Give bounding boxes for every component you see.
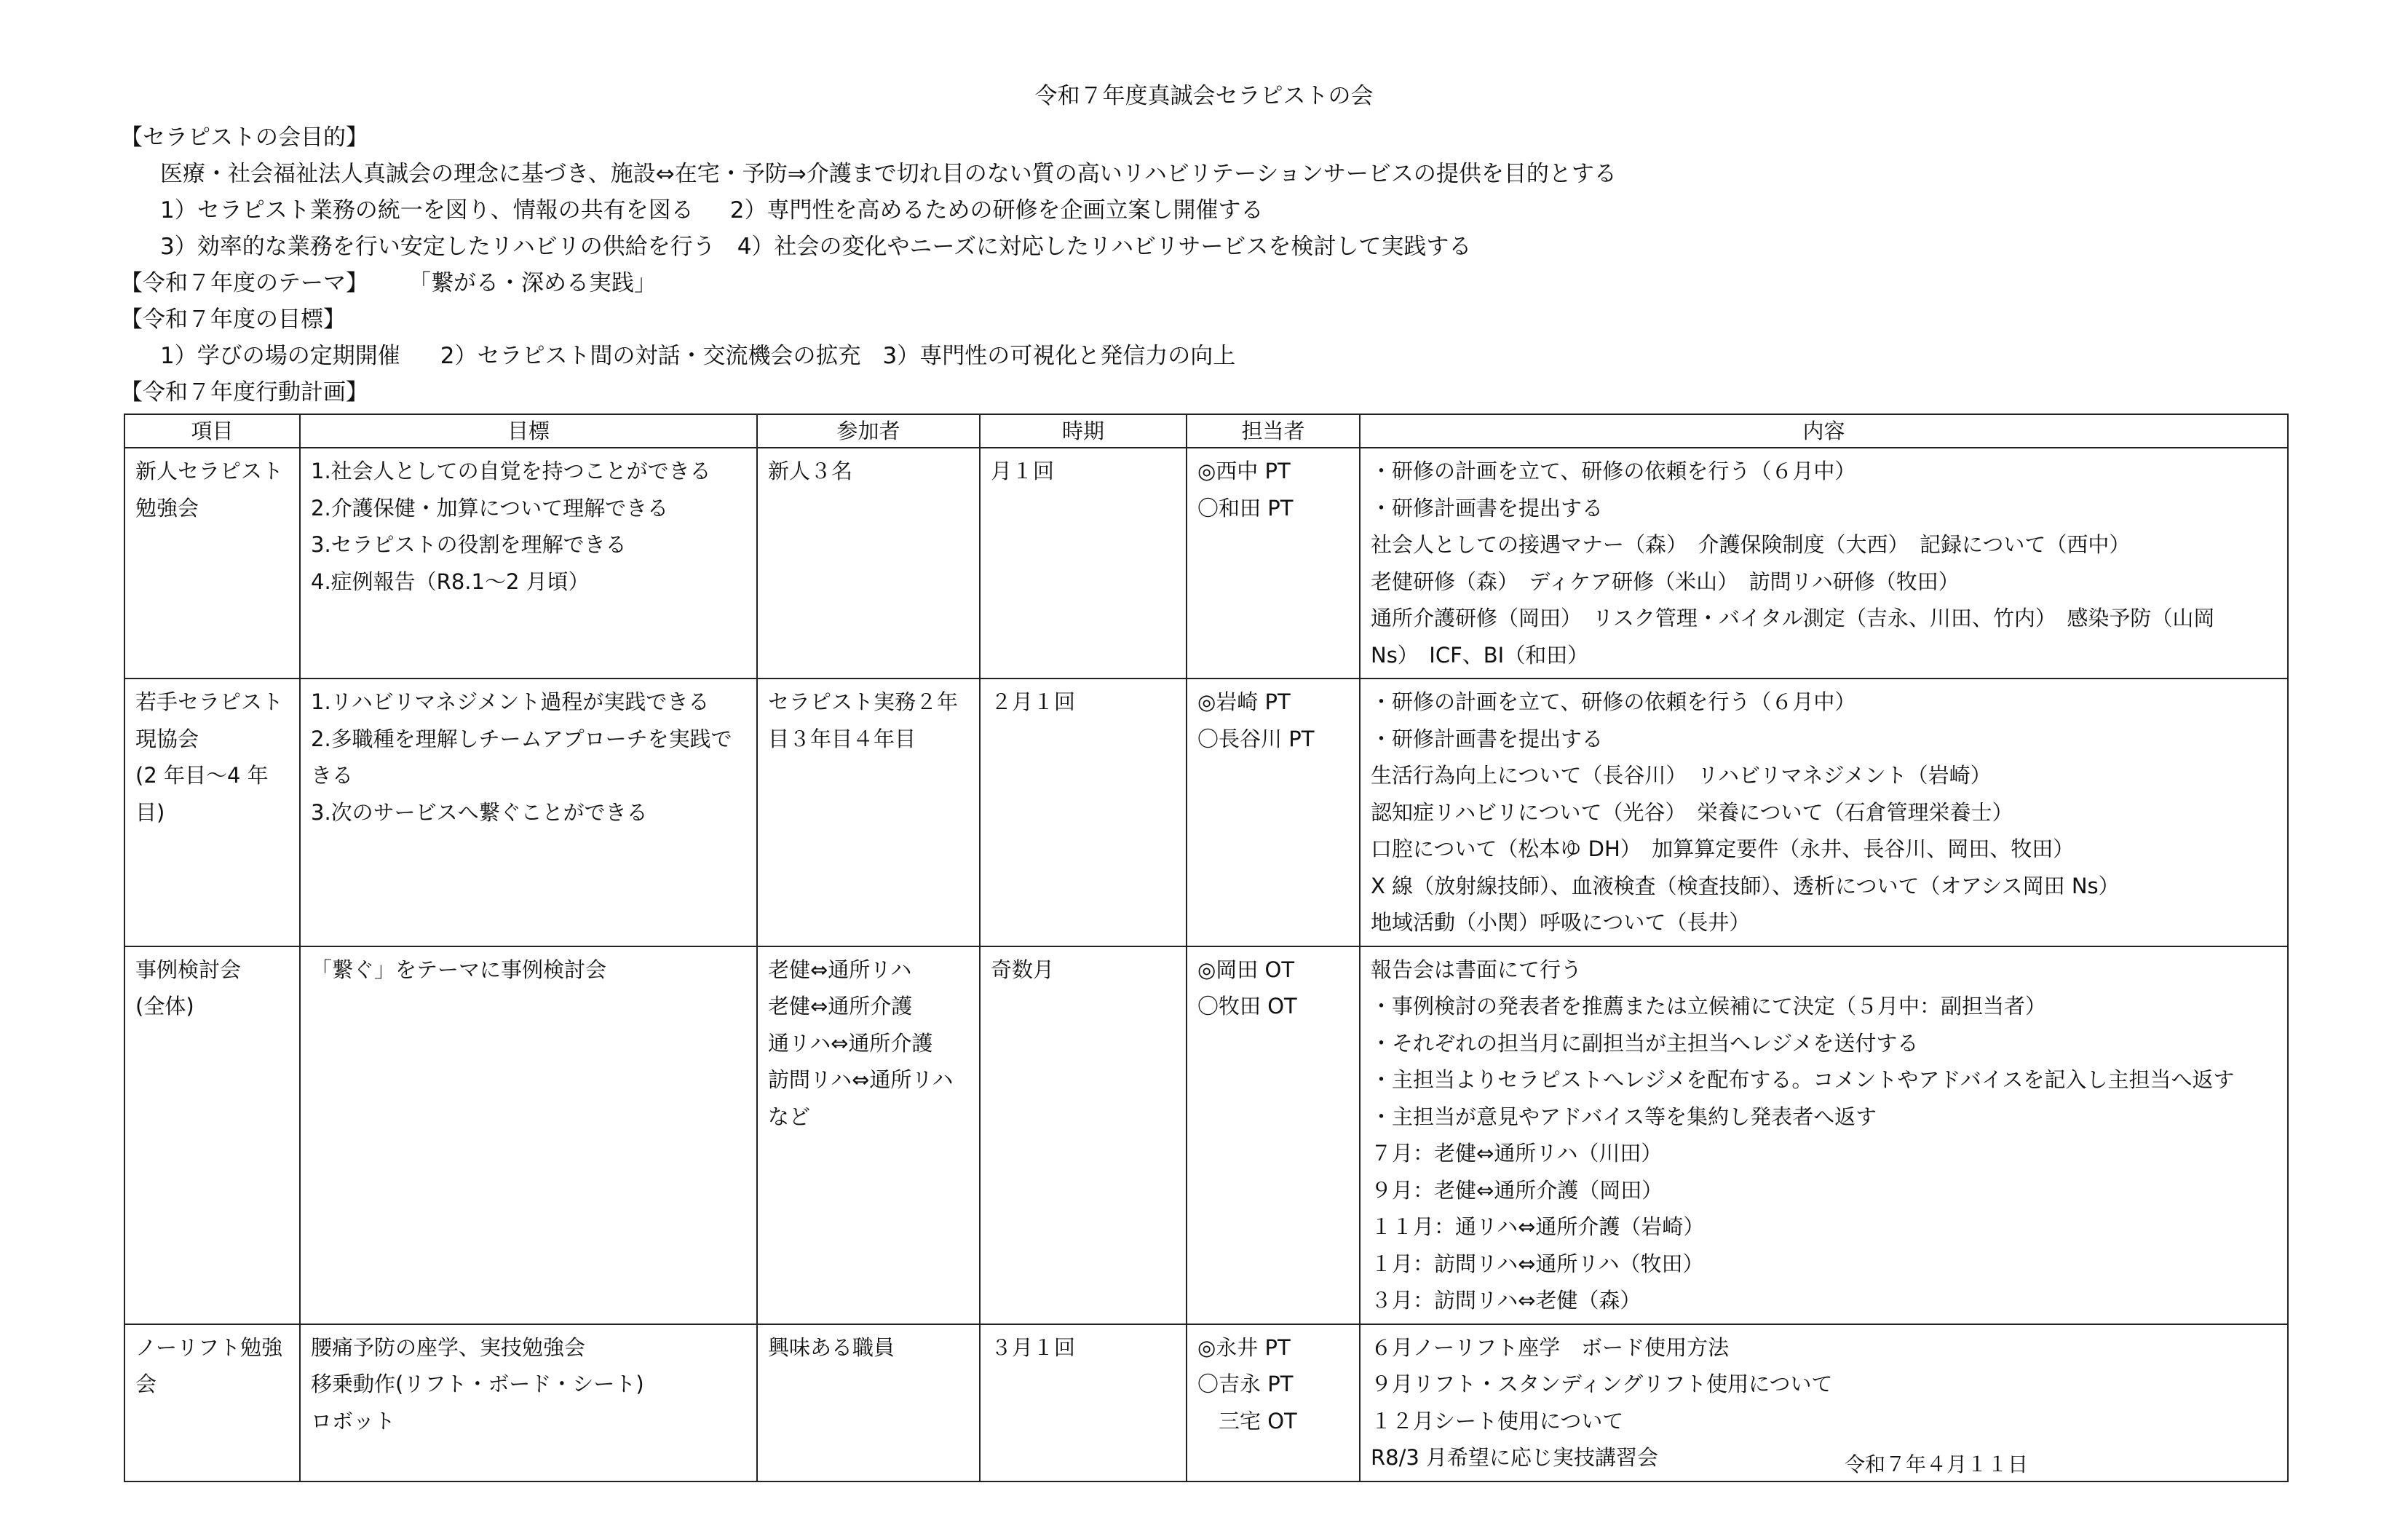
goal-item-1: 1）学びの場の定期開催 [160, 343, 400, 369]
cell-staff [1187, 679, 1360, 946]
cell-line: 老健⇔通所介護 [768, 994, 913, 1018]
cell-line: 1.リハビリマネジメント過程が実践できる [311, 689, 710, 714]
cell-line: 地域活動（小関）呼吸について（長井） [1371, 910, 1751, 935]
purpose-item-1: 1）セラピスト業務の統一を図り、情報の共有を図る [160, 197, 694, 223]
cell-item [124, 1324, 300, 1481]
cell-period [980, 679, 1187, 946]
cell-line: ６月ノーリフト座学 ボード使用方法 [1371, 1334, 1730, 1360]
purpose-line-2 [120, 229, 2304, 265]
cell-line: (2 年目～4 年 [135, 763, 269, 788]
cell-line: 〇牧田 OT [1197, 994, 1297, 1018]
table-row [124, 679, 2288, 946]
cell-line: 三宅 OT [1197, 1408, 1297, 1433]
cell-line: 新人３名 [768, 459, 853, 483]
cell-line: ・研修の計画を立て、研修の依頼を行う（６月中） [1371, 689, 1856, 714]
cell-goal [300, 1324, 757, 1481]
cell-line: 3.次のサービスへ繋ぐことができる [311, 799, 648, 825]
cell-period [980, 946, 1187, 1324]
column-header-period: 時期 [980, 414, 1187, 448]
column-header-content: 内容 [1360, 414, 2288, 448]
cell-line: (全体) [135, 994, 194, 1018]
cell-line: 腰痛予防の座学、実技勉強会 [311, 1334, 586, 1360]
cell-line: １２月シート使用について [1371, 1408, 1624, 1433]
theme-text: 「繋がる・深める実践」 [408, 270, 657, 296]
cell-line: 認知症リハビリについて（光谷） 栄養について（石倉管理栄養士） [1371, 799, 2013, 825]
theme-heading: 【令和７年度のテーマ】 [120, 270, 368, 296]
purpose-heading: 【セラピストの会目的】 [120, 124, 368, 151]
cell-line: 通所介護研修（岡田） リスク管理・バイタル測定（吉永、川田、竹内） 感染予防（山岡 [1371, 606, 2215, 630]
cell-line: ７月：老健⇔通所リハ（川田） [1371, 1141, 1663, 1166]
goal-item-2: 2）セラピスト間の対話・交流機会の拡充 [440, 343, 861, 369]
cell-line: 会 [135, 1372, 157, 1396]
cell-period [980, 448, 1187, 679]
cell-item [124, 679, 300, 946]
cell-participants [757, 679, 980, 946]
cell-line: １月：訪問リハ⇔通所リハ（牧田） [1371, 1251, 1704, 1276]
cell-line: ９月リフト・スタンディングリフト使用について [1371, 1372, 1833, 1396]
document-date: 令和７年４月１１日 [1845, 1452, 2029, 1476]
cell-line: 新人セラピスト [135, 459, 284, 483]
cell-line: 奇数月 [991, 957, 1055, 982]
purpose-item-3: 3）効率的な業務を行い安定したリハビリの供給を行う [160, 234, 716, 260]
cell-content [1360, 448, 2288, 679]
cell-line: 〇吉永 PT [1197, 1372, 1294, 1396]
cell-line: １１月：通リハ⇔通所介護（岩崎） [1371, 1214, 1705, 1239]
cell-line: 目３年目４年目 [768, 726, 916, 751]
column-header-participants: 参加者 [757, 414, 980, 448]
cell-line: ・主担当が意見やアドバイス等を集約し発表者へ返す [1371, 1104, 1877, 1129]
cell-line: セラピスト実務２年 [768, 689, 959, 714]
cell-line: 3.セラピストの役割を理解できる [311, 532, 627, 557]
cell-item [124, 946, 300, 1324]
cell-participants [757, 448, 980, 679]
cell-line: 報告会は書面にて行う [1371, 957, 1583, 982]
cell-participants [757, 1324, 980, 1481]
cell-line: 〇長谷川 PT [1197, 726, 1315, 751]
cell-participants [757, 946, 980, 1324]
goals-line [120, 338, 2304, 374]
cell-line: 2.介護保健・加算について理解できる [311, 495, 669, 521]
column-header-staff: 担当者 [1187, 414, 1360, 448]
intro-section [120, 119, 2304, 411]
cell-line: X 線（放射線技師）、血液検査（検査技師）、透析について（オアシス岡田 Ns） [1371, 873, 2120, 898]
cell-goal [300, 679, 757, 946]
cell-line: 通リハ⇔通所介護 [768, 1030, 933, 1056]
cell-line: Ns） ICF、BI（和田） [1371, 642, 1589, 668]
purpose-text: 医療・社会福祉法人真誠会の理念に基づき、施設⇔在宅・予防⇒介護まで切れ目のない質の高いリハビリテーションサービスの提供を目的とする [160, 161, 1617, 187]
cell-line: 興味ある職員 [768, 1334, 895, 1360]
cell-line: 4.症例報告（R8.1～2 月頃） [311, 569, 590, 594]
theme-line [120, 265, 2304, 301]
cell-line: ・事例検討の発表者を推薦または立候補にて決定（５月中：副担当者） [1371, 994, 2047, 1018]
cell-line: 訪問リハ⇔通所リハ [768, 1067, 954, 1092]
cell-line: 「繋ぐ」をテーマに事例検討会 [311, 957, 607, 982]
cell-line: 1.社会人としての自覚を持つことができる [311, 459, 711, 483]
cell-line: ロボット [311, 1408, 396, 1433]
cell-content [1360, 679, 2288, 946]
cell-line: 若手セラピスト [135, 689, 284, 714]
cell-line: ・研修計画書を提出する [1371, 726, 1604, 751]
goal-item-3: 3）専門性の可視化と発信力の向上 [882, 343, 1236, 369]
cell-line: ・それぞれの担当月に副担当が主担当へレジメを送付する [1371, 1030, 1919, 1056]
column-header-goal: 目標 [300, 414, 757, 448]
cell-line: 口腔について（松本ゆ DH） 加算算定要件（永井、長谷川、岡田、牧田） [1371, 836, 2075, 861]
table-row [124, 946, 2288, 1324]
cell-line: ３月１回 [991, 1334, 1076, 1360]
cell-line: ノーリフト勉強 [135, 1334, 283, 1360]
cell-line: 月１回 [991, 459, 1055, 483]
page-title: 令和７年度真誠会セラピストの会 [1034, 83, 1374, 109]
cell-line: 目) [135, 799, 165, 825]
cell-line: 事例検討会 [135, 957, 242, 982]
action-plan-table [124, 414, 2289, 1482]
cell-line: ◎岡田 OT [1197, 957, 1295, 982]
cell-content [1360, 946, 2288, 1324]
cell-line: ・研修の計画を立て、研修の依頼を行う（６月中） [1371, 459, 1856, 483]
column-header-item: 項目 [124, 414, 300, 448]
cell-line: 〇和田 PT [1197, 495, 1294, 521]
cell-line: 社会人としての接遇マナー（森） 介護保険制度（大西） 記録について（西中） [1371, 532, 2131, 557]
cell-staff [1187, 1324, 1360, 1481]
cell-line: ◎西中 PT [1197, 459, 1291, 483]
cell-line: きる [311, 763, 354, 788]
cell-line: 老健研修（森） ディケア研修（米山） 訪問リハ研修（牧田） [1371, 569, 1960, 594]
cell-line: 移乗動作(リフト・ボード・シート) [311, 1372, 644, 1396]
cell-line: 現協会 [135, 726, 199, 751]
cell-line: ２月１回 [991, 689, 1076, 714]
cell-staff [1187, 946, 1360, 1324]
plan-heading: 【令和７年度行動計画】 [120, 379, 368, 406]
purpose-line-1 [120, 192, 2304, 229]
cell-staff [1187, 448, 1360, 679]
cell-line: ・研修計画書を提出する [1371, 495, 1604, 521]
purpose-item-4: 4）社会の変化やニーズに対応したリハビリサービスを検討して実践する [737, 234, 1472, 260]
cell-line: R8/3 月希望に応じ実技講習会 [1371, 1445, 1659, 1470]
cell-line: ３月：訪問リハ⇔老健（森） [1371, 1288, 1641, 1313]
cell-line: ９月：老健⇔通所介護（岡田） [1371, 1177, 1663, 1203]
cell-line: 2.多職種を理解しチームアプローチを実践で [311, 726, 732, 751]
cell-line: 生活行為向上について（長谷川） リハビリマネジメント（岩崎） [1371, 763, 1992, 788]
cell-line: ◎岩崎 PT [1197, 689, 1291, 714]
cell-item [124, 448, 300, 679]
table-row [124, 448, 2288, 679]
cell-period [980, 1324, 1187, 1481]
cell-line: 老健⇔通所リハ [768, 957, 912, 982]
cell-line: ◎永井 PT [1197, 1334, 1291, 1360]
purpose-item-2: 2）専門性を高めるための研修を企画立案し開催する [729, 197, 1264, 223]
table-header-row [124, 414, 2288, 448]
cell-content [1360, 1324, 2288, 1481]
cell-line: 勉強会 [135, 495, 199, 521]
cell-goal [300, 946, 757, 1324]
cell-line: ・主担当よりセラピストへレジメを配布する。コメントやアドバイスを記入し主担当へ返す [1371, 1067, 2235, 1092]
cell-goal [300, 448, 757, 679]
cell-line: など [768, 1104, 811, 1129]
goals-heading: 【令和７年度の目標】 [120, 306, 346, 333]
